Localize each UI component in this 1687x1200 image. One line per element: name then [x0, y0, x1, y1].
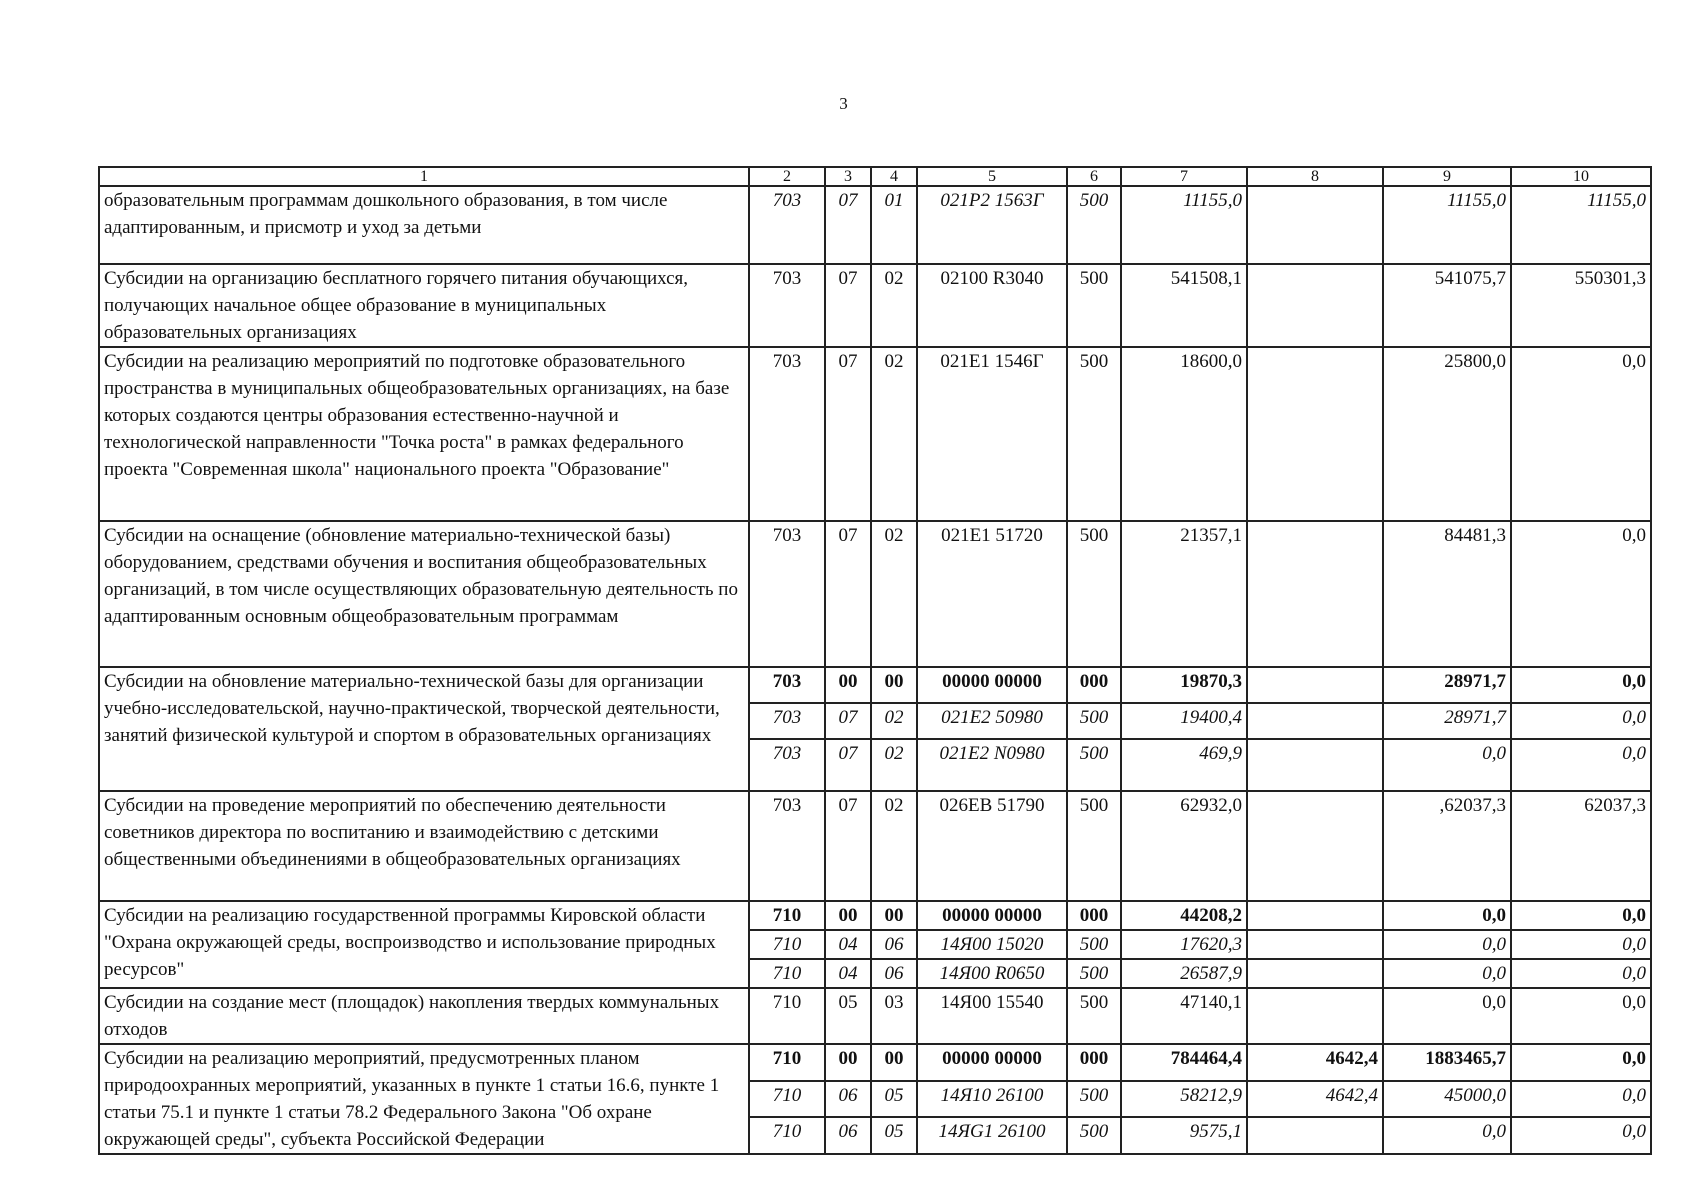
- code-gl-cell: 710: [749, 988, 825, 1044]
- table-row: [99, 988, 1651, 1044]
- amount-col7-cell: 26587,9: [1121, 959, 1247, 988]
- subsection-cell: 02: [871, 347, 917, 521]
- amount-col9-cell: 0,0: [1383, 1117, 1511, 1154]
- target-article-cell: 14ЯG1 26100: [917, 1117, 1067, 1154]
- expense-type-cell: 500: [1067, 930, 1121, 959]
- expense-type-cell: 500: [1067, 347, 1121, 521]
- code-gl-cell: 703: [749, 667, 825, 703]
- row-description: Субсидии на организацию бесплатного горячего питания обучающихся, получающих начальное общее образование в муниципальных образовательных организациях: [99, 264, 749, 347]
- amount-col7-cell: 784464,4: [1121, 1044, 1247, 1081]
- table-row: [99, 264, 1651, 347]
- code-gl-cell: 703: [749, 186, 825, 264]
- amount-col7-cell: 469,9: [1121, 739, 1247, 791]
- row-description: Субсидии на реализацию мероприятий по подготовке образовательного пространства в муниципальных общеобразовательных организациях, на базе которых создаются центры образования естественно-научной и технологической направленности "Точка роста" в рамках федерального проекта "Современная школа" национального проекта "Образование": [99, 347, 749, 521]
- target-article-cell: 14Я00 15540: [917, 988, 1067, 1044]
- amount-col10-cell: 11155,0: [1511, 186, 1651, 264]
- amount-col8-cell: [1247, 959, 1383, 988]
- section-cell: 07: [825, 264, 871, 347]
- expense-type-cell: 500: [1067, 521, 1121, 667]
- column-number-9: 9: [1383, 167, 1511, 186]
- amount-col8-cell: [1247, 791, 1383, 901]
- amount-col10-cell: 0,0: [1511, 1117, 1651, 1154]
- amount-col8-cell: 4642,4: [1247, 1044, 1383, 1081]
- code-gl-cell: 710: [749, 1044, 825, 1081]
- subsection-cell: 02: [871, 703, 917, 739]
- column-number-1: 1: [99, 167, 749, 186]
- row-description: образовательным программам дошкольного образования, в том числе адаптированным, и присмотр и уход за детьми: [99, 186, 749, 264]
- row-description: Субсидии на оснащение (обновление материально-технической базы) оборудованием, средствами обучения и воспитания общеобразовательных организаций, в том числе осуществляющих образовательную деятельность по адаптированным основным общеобразовательным программам: [99, 521, 749, 667]
- amount-col9-cell: 28971,7: [1383, 703, 1511, 739]
- expense-type-cell: 500: [1067, 988, 1121, 1044]
- code-gl-cell: 703: [749, 703, 825, 739]
- amount-col8-cell: [1247, 1117, 1383, 1154]
- amount-col7-cell: 19870,3: [1121, 667, 1247, 703]
- budget-table: [98, 166, 1652, 1155]
- table-row: [99, 667, 1651, 703]
- amount-col9-cell: 84481,3: [1383, 521, 1511, 667]
- amount-col9-cell: 0,0: [1383, 739, 1511, 791]
- amount-col8-cell: 4642,4: [1247, 1081, 1383, 1118]
- amount-col8-cell: [1247, 667, 1383, 703]
- amount-col9-cell: 25800,0: [1383, 347, 1511, 521]
- amount-col7-cell: 44208,2: [1121, 901, 1247, 930]
- section-cell: 06: [825, 1081, 871, 1118]
- section-cell: 06: [825, 1117, 871, 1154]
- amount-col7-cell: 19400,4: [1121, 703, 1247, 739]
- target-article-cell: 14Я10 26100: [917, 1081, 1067, 1118]
- amount-col10-cell: 0,0: [1511, 739, 1651, 791]
- amount-col7-cell: 62932,0: [1121, 791, 1247, 901]
- target-article-cell: 021E2 50980: [917, 703, 1067, 739]
- target-article-cell: 14Я00 15020: [917, 930, 1067, 959]
- section-cell: 04: [825, 959, 871, 988]
- subsection-cell: 00: [871, 1044, 917, 1081]
- amount-col9-cell: 0,0: [1383, 930, 1511, 959]
- target-article-cell: 00000 00000: [917, 901, 1067, 930]
- row-description: Субсидии на обновление материально-технической базы для организации учебно-исследовательской, научно-практической, творческой деятельности, занятий физической культурой и спортом в образовательных организациях: [99, 667, 749, 791]
- expense-type-cell: 500: [1067, 1117, 1121, 1154]
- amount-col8-cell: [1247, 347, 1383, 521]
- column-number-row: [99, 167, 1651, 186]
- section-cell: 00: [825, 1044, 871, 1081]
- target-article-cell: 14Я00 R0650: [917, 959, 1067, 988]
- amount-col8-cell: [1247, 264, 1383, 347]
- subsection-cell: 01: [871, 186, 917, 264]
- row-description: Субсидии на проведение мероприятий по обеспечению деятельности советников директора по воспитанию и взаимодействию с детскими общественными объединениями в общеобразовательных организациях: [99, 791, 749, 901]
- amount-col7-cell: 11155,0: [1121, 186, 1247, 264]
- amount-col7-cell: 541508,1: [1121, 264, 1247, 347]
- subsection-cell: 02: [871, 739, 917, 791]
- amount-col9-cell: 0,0: [1383, 959, 1511, 988]
- amount-col9-cell: 28971,7: [1383, 667, 1511, 703]
- code-gl-cell: 710: [749, 1117, 825, 1154]
- subsection-cell: 06: [871, 959, 917, 988]
- column-number-6: 6: [1067, 167, 1121, 186]
- amount-col10-cell: 0,0: [1511, 347, 1651, 521]
- amount-col9-cell: ,62037,3: [1383, 791, 1511, 901]
- code-gl-cell: 703: [749, 264, 825, 347]
- amount-col9-cell: 11155,0: [1383, 186, 1511, 264]
- target-article-cell: 021P2 1563Г: [917, 186, 1067, 264]
- amount-col10-cell: 0,0: [1511, 930, 1651, 959]
- code-gl-cell: 710: [749, 901, 825, 930]
- code-gl-cell: 703: [749, 521, 825, 667]
- code-gl-cell: 703: [749, 739, 825, 791]
- amount-col9-cell: 0,0: [1383, 988, 1511, 1044]
- table-row: [99, 791, 1651, 901]
- amount-col10-cell: 0,0: [1511, 959, 1651, 988]
- column-number-3: 3: [825, 167, 871, 186]
- target-article-cell: 021E2 N0980: [917, 739, 1067, 791]
- target-article-cell: 026EB 51790: [917, 791, 1067, 901]
- subsection-cell: 02: [871, 791, 917, 901]
- section-cell: 07: [825, 791, 871, 901]
- column-number-10: 10: [1511, 167, 1651, 186]
- amount-col7-cell: 47140,1: [1121, 988, 1247, 1044]
- table-row: [99, 186, 1651, 264]
- section-cell: 07: [825, 703, 871, 739]
- amount-col7-cell: 21357,1: [1121, 521, 1247, 667]
- section-cell: 00: [825, 667, 871, 703]
- amount-col10-cell: 0,0: [1511, 521, 1651, 667]
- amount-col8-cell: [1247, 521, 1383, 667]
- expense-type-cell: 500: [1067, 791, 1121, 901]
- subsection-cell: 00: [871, 901, 917, 930]
- amount-col9-cell: 45000,0: [1383, 1081, 1511, 1118]
- amount-col8-cell: [1247, 901, 1383, 930]
- column-number-7: 7: [1121, 167, 1247, 186]
- row-description: Субсидии на создание мест (площадок) накопления твердых коммунальных отходов: [99, 988, 749, 1044]
- amount-col10-cell: 0,0: [1511, 1081, 1651, 1118]
- expense-type-cell: 500: [1067, 186, 1121, 264]
- subsection-cell: 05: [871, 1081, 917, 1118]
- column-number-5: 5: [917, 167, 1067, 186]
- column-number-2: 2: [749, 167, 825, 186]
- target-article-cell: 00000 00000: [917, 667, 1067, 703]
- amount-col10-cell: 0,0: [1511, 901, 1651, 930]
- section-cell: 07: [825, 521, 871, 667]
- section-cell: 05: [825, 988, 871, 1044]
- expense-type-cell: 500: [1067, 959, 1121, 988]
- target-article-cell: 02100 R3040: [917, 264, 1067, 347]
- code-gl-cell: 710: [749, 930, 825, 959]
- subsection-cell: 02: [871, 264, 917, 347]
- expense-type-cell: 000: [1067, 1044, 1121, 1081]
- section-cell: 07: [825, 186, 871, 264]
- amount-col7-cell: 9575,1: [1121, 1117, 1247, 1154]
- table-row: [99, 521, 1651, 667]
- subsection-cell: 03: [871, 988, 917, 1044]
- section-cell: 07: [825, 739, 871, 791]
- subsection-cell: 02: [871, 521, 917, 667]
- subsection-cell: 00: [871, 667, 917, 703]
- amount-col10-cell: 0,0: [1511, 703, 1651, 739]
- amount-col7-cell: 58212,9: [1121, 1081, 1247, 1118]
- section-cell: 07: [825, 347, 871, 521]
- code-gl-cell: 710: [749, 959, 825, 988]
- amount-col8-cell: [1247, 988, 1383, 1044]
- amount-col10-cell: 0,0: [1511, 667, 1651, 703]
- table-row: [99, 1044, 1651, 1081]
- amount-col8-cell: [1247, 186, 1383, 264]
- amount-col10-cell: 550301,3: [1511, 264, 1651, 347]
- amount-col9-cell: 1883465,7: [1383, 1044, 1511, 1081]
- subsection-cell: 05: [871, 1117, 917, 1154]
- amount-col10-cell: 0,0: [1511, 988, 1651, 1044]
- target-article-cell: 021E1 1546Г: [917, 347, 1067, 521]
- section-cell: 04: [825, 930, 871, 959]
- section-cell: 00: [825, 901, 871, 930]
- table-row: [99, 347, 1651, 521]
- code-gl-cell: 703: [749, 791, 825, 901]
- amount-col8-cell: [1247, 930, 1383, 959]
- amount-col7-cell: 18600,0: [1121, 347, 1247, 521]
- amount-col10-cell: 0,0: [1511, 1044, 1651, 1081]
- table-row: [99, 901, 1651, 930]
- amount-col9-cell: 0,0: [1383, 901, 1511, 930]
- code-gl-cell: 703: [749, 347, 825, 521]
- amount-col10-cell: 62037,3: [1511, 791, 1651, 901]
- expense-type-cell: 000: [1067, 667, 1121, 703]
- amount-col8-cell: [1247, 703, 1383, 739]
- row-description: Субсидии на реализацию мероприятий, предусмотренных планом природоохранных мероприятий, указанных в пункте 1 статьи 16.6, пункте 1 статьи 75.1 и пункте 1 статьи 78.2 Федерального Закона "Об охране окружающей среды", субъекта Российской Федерации: [99, 1044, 749, 1154]
- expense-type-cell: 500: [1067, 739, 1121, 791]
- amount-col8-cell: [1247, 739, 1383, 791]
- row-description: Субсидии на реализацию государственной программы Кировской области "Охрана окружающей среды, воспроизводство и использование природных ресурсов": [99, 901, 749, 988]
- amount-col9-cell: 541075,7: [1383, 264, 1511, 347]
- target-article-cell: 021E1 51720: [917, 521, 1067, 667]
- target-article-cell: 00000 00000: [917, 1044, 1067, 1081]
- expense-type-cell: 500: [1067, 703, 1121, 739]
- amount-col7-cell: 17620,3: [1121, 930, 1247, 959]
- code-gl-cell: 710: [749, 1081, 825, 1118]
- column-number-4: 4: [871, 167, 917, 186]
- expense-type-cell: 000: [1067, 901, 1121, 930]
- page-number: 3: [839, 94, 848, 113]
- column-number-8: 8: [1247, 167, 1383, 186]
- subsection-cell: 06: [871, 930, 917, 959]
- expense-type-cell: 500: [1067, 264, 1121, 347]
- expense-type-cell: 500: [1067, 1081, 1121, 1118]
